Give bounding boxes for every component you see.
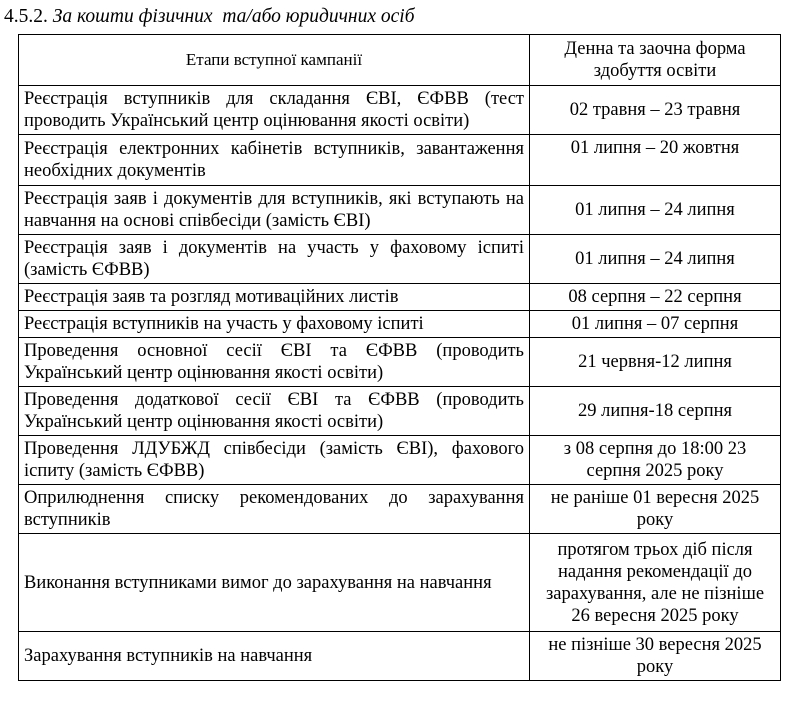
section-title: За кошти фізичних та/або юридичних осіб <box>52 6 415 27</box>
stage-cell: Виконання вступниками вимог до зарахування на навчання <box>19 534 530 632</box>
stage-cell: Зарахування вступників на навчання <box>19 632 530 681</box>
section-number: 4.5.2. <box>4 6 48 27</box>
table-row <box>19 235 781 284</box>
dates-cell: 29 липня-18 серпня <box>530 387 781 436</box>
dates-cell: протягом трьох діб після надання рекомендації до зарахування, але не пізніше 26 вересня 2025 року <box>530 534 781 632</box>
table-row <box>19 436 781 485</box>
dates-cell: 08 серпня – 22 серпня <box>530 284 781 311</box>
dates-cell: 01 липня – 24 липня <box>530 235 781 284</box>
dates-cell: 01 липня – 20 жовтня <box>530 135 781 186</box>
stage-cell: Реєстрація вступників на участь у фаховому іспиті <box>19 311 530 338</box>
dates-cell: не раніше 01 вересня 2025 року <box>530 485 781 534</box>
dates-cell: з 08 серпня до 18:00 23 серпня 2025 року <box>530 436 781 485</box>
stage-cell: Проведення додаткової сесії ЄВІ та ЄФВВ (проводить Український центр оцінювання якості освіти) <box>19 387 530 436</box>
table-row <box>19 86 781 135</box>
stage-cell: Реєстрація заяв і документів для вступників, які вступають на навчання на основі співбесіди (замість ЄВІ) <box>19 186 530 235</box>
table-row <box>19 387 781 436</box>
admission-schedule-table <box>18 34 781 681</box>
stage-cell: Проведення ЛДУБЖД співбесіди (замість ЄВІ), фахового іспиту (замість ЄФВВ) <box>19 436 530 485</box>
table-row <box>19 186 781 235</box>
dates-cell: 01 липня – 07 серпня <box>530 311 781 338</box>
dates-cell: 02 травня – 23 травня <box>530 86 781 135</box>
header-stages: Етапи вступної кампанії <box>19 35 530 86</box>
stage-cell: Реєстрація вступників для складання ЄВІ, ЄФВВ (тест проводить Український центр оцінювання якості освіти) <box>19 86 530 135</box>
stage-cell: Реєстрація електронних кабінетів вступників, завантаження необхідних документів <box>19 135 530 186</box>
table-row <box>19 632 781 681</box>
stage-cell: Оприлюднення списку рекомендованих до зарахування вступників <box>19 485 530 534</box>
header-study-form: Денна та заочна форма здобуття освіти <box>530 35 781 86</box>
stage-cell: Проведення основної сесії ЄВІ та ЄФВВ (проводить Український центр оцінювання якості освіти) <box>19 338 530 387</box>
stage-cell: Реєстрація заяв та розгляд мотиваційних листів <box>19 284 530 311</box>
table-row <box>19 135 781 186</box>
stage-cell: Реєстрація заяв і документів на участь у фаховому іспиті (замість ЄФВВ) <box>19 235 530 284</box>
table-header-row <box>19 35 781 86</box>
table-row <box>19 284 781 311</box>
dates-cell: 01 липня – 24 липня <box>530 186 781 235</box>
dates-cell: 21 червня-12 липня <box>530 338 781 387</box>
dates-cell: не пізніше 30 вересня 2025 року <box>530 632 781 681</box>
table-row <box>19 338 781 387</box>
table-row <box>19 485 781 534</box>
table-row <box>19 534 781 632</box>
section-heading <box>4 4 415 30</box>
table-row <box>19 311 781 338</box>
